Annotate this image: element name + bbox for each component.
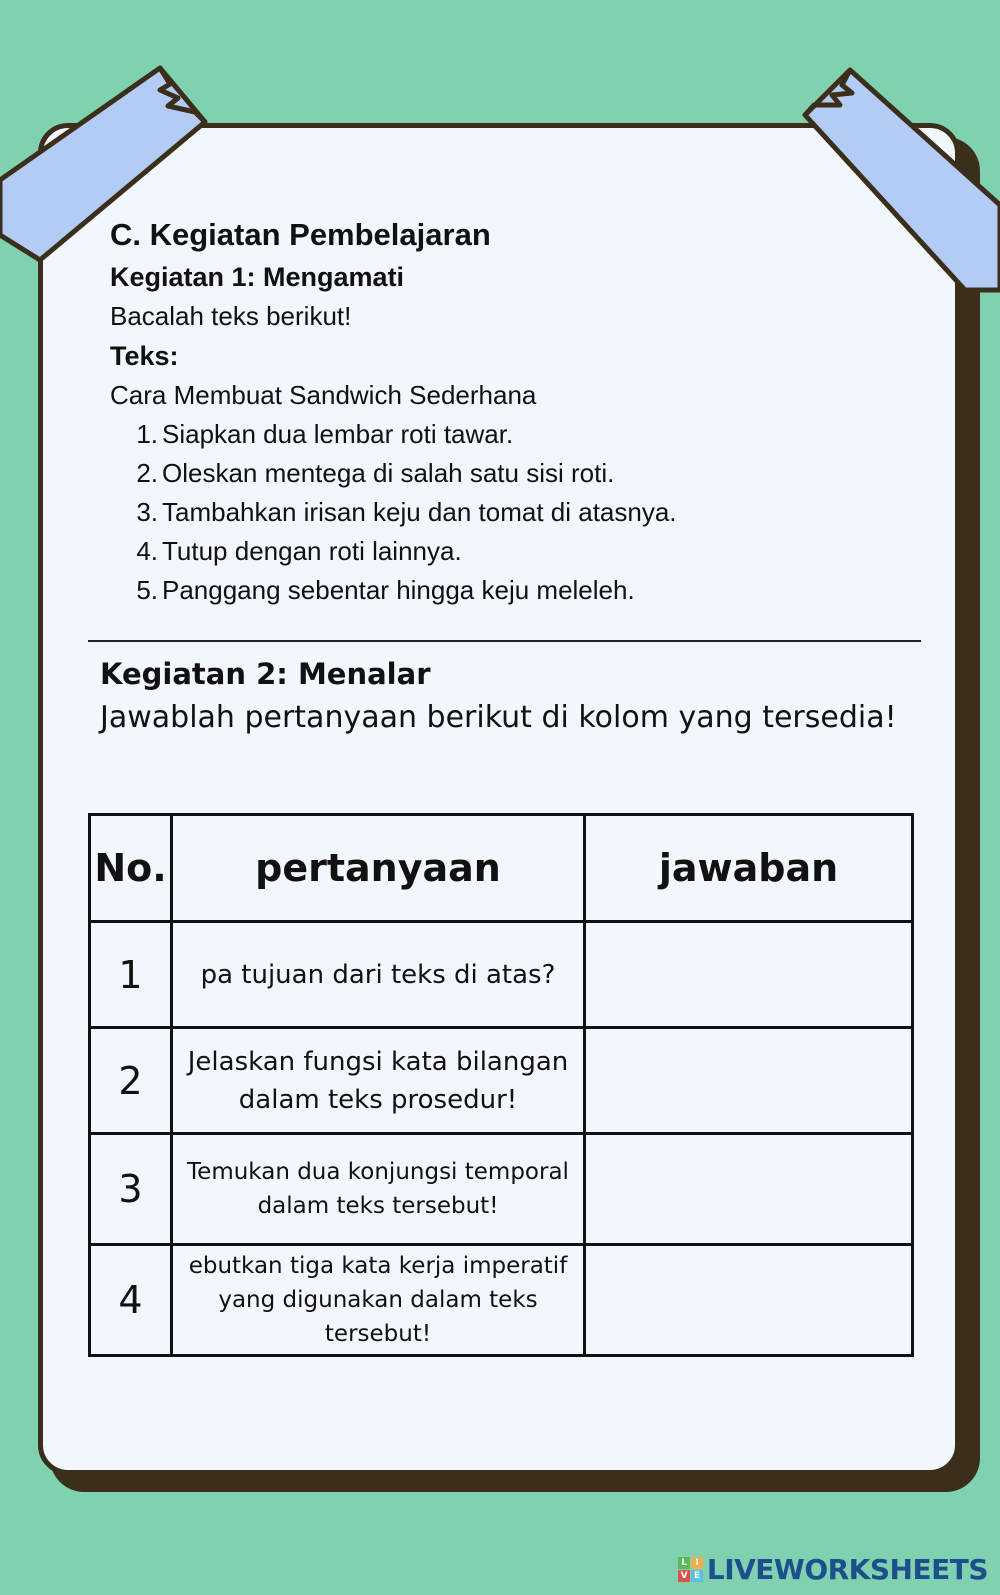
activity1-instruction: Bacalah teks berikut! bbox=[110, 301, 352, 331]
activity2-section bbox=[100, 653, 940, 741]
row-number: 4 bbox=[90, 1245, 172, 1356]
steps-list bbox=[130, 415, 930, 610]
activity1-title: Kegiatan 1: Mengamati bbox=[110, 262, 405, 292]
table-row bbox=[90, 1134, 913, 1245]
activity2-instruction: Jawablah pertanyaan berikut di kolom yang tersedia! bbox=[100, 700, 897, 735]
list-item: 2. Oleskan mentega di salah satu sisi roti. bbox=[136, 458, 615, 488]
logo-text: LIVEWORKSHEETS bbox=[706, 1553, 988, 1586]
header-answer: jawaban bbox=[585, 815, 913, 922]
header-question: pertanyaan bbox=[172, 815, 585, 922]
answer-field[interactable] bbox=[585, 922, 913, 1028]
text-label: Teks: bbox=[110, 341, 179, 371]
divider bbox=[88, 640, 921, 642]
table-row bbox=[90, 922, 913, 1028]
liveworksheets-logo bbox=[678, 1553, 988, 1586]
list-item: 4. Tutup dengan roti lainnya. bbox=[136, 536, 462, 566]
answer-field[interactable] bbox=[585, 1245, 913, 1356]
answer-field[interactable] bbox=[585, 1134, 913, 1245]
table-row bbox=[90, 1028, 913, 1134]
header-no: No. bbox=[90, 815, 172, 922]
question-table bbox=[88, 813, 914, 1357]
row-number: 2 bbox=[90, 1028, 172, 1134]
section-title: C. Kegiatan Pembelajaran bbox=[110, 217, 491, 252]
logo-mark-icon: L I V E bbox=[678, 1557, 703, 1582]
list-item: 3. Tambahkan irisan keju dan tomat di atasnya. bbox=[136, 497, 677, 527]
text-title: Cara Membuat Sandwich Sederhana bbox=[110, 380, 537, 410]
list-item: 1. Siapkan dua lembar roti tawar. bbox=[136, 419, 514, 449]
activity1-section bbox=[110, 213, 930, 610]
activity2-title: Kegiatan 2: Menalar bbox=[100, 657, 431, 691]
row-number: 1 bbox=[90, 922, 172, 1028]
question-text: Jelaskan fungsi kata bilangan dalam teks prosedur! bbox=[172, 1028, 585, 1134]
row-number: 3 bbox=[90, 1134, 172, 1245]
table-header-row bbox=[90, 815, 913, 922]
answer-field[interactable] bbox=[585, 1028, 913, 1134]
list-item: 5. Panggang sebentar hingga keju meleleh. bbox=[136, 575, 635, 605]
question-text: Temukan dua konjungsi temporal dalam teks tersebut! bbox=[172, 1134, 585, 1245]
question-text: pa tujuan dari teks di atas? bbox=[172, 922, 585, 1028]
table-row bbox=[90, 1245, 913, 1356]
question-text: ebutkan tiga kata kerja imperatif yang digunakan dalam teks tersebut! bbox=[172, 1245, 585, 1356]
